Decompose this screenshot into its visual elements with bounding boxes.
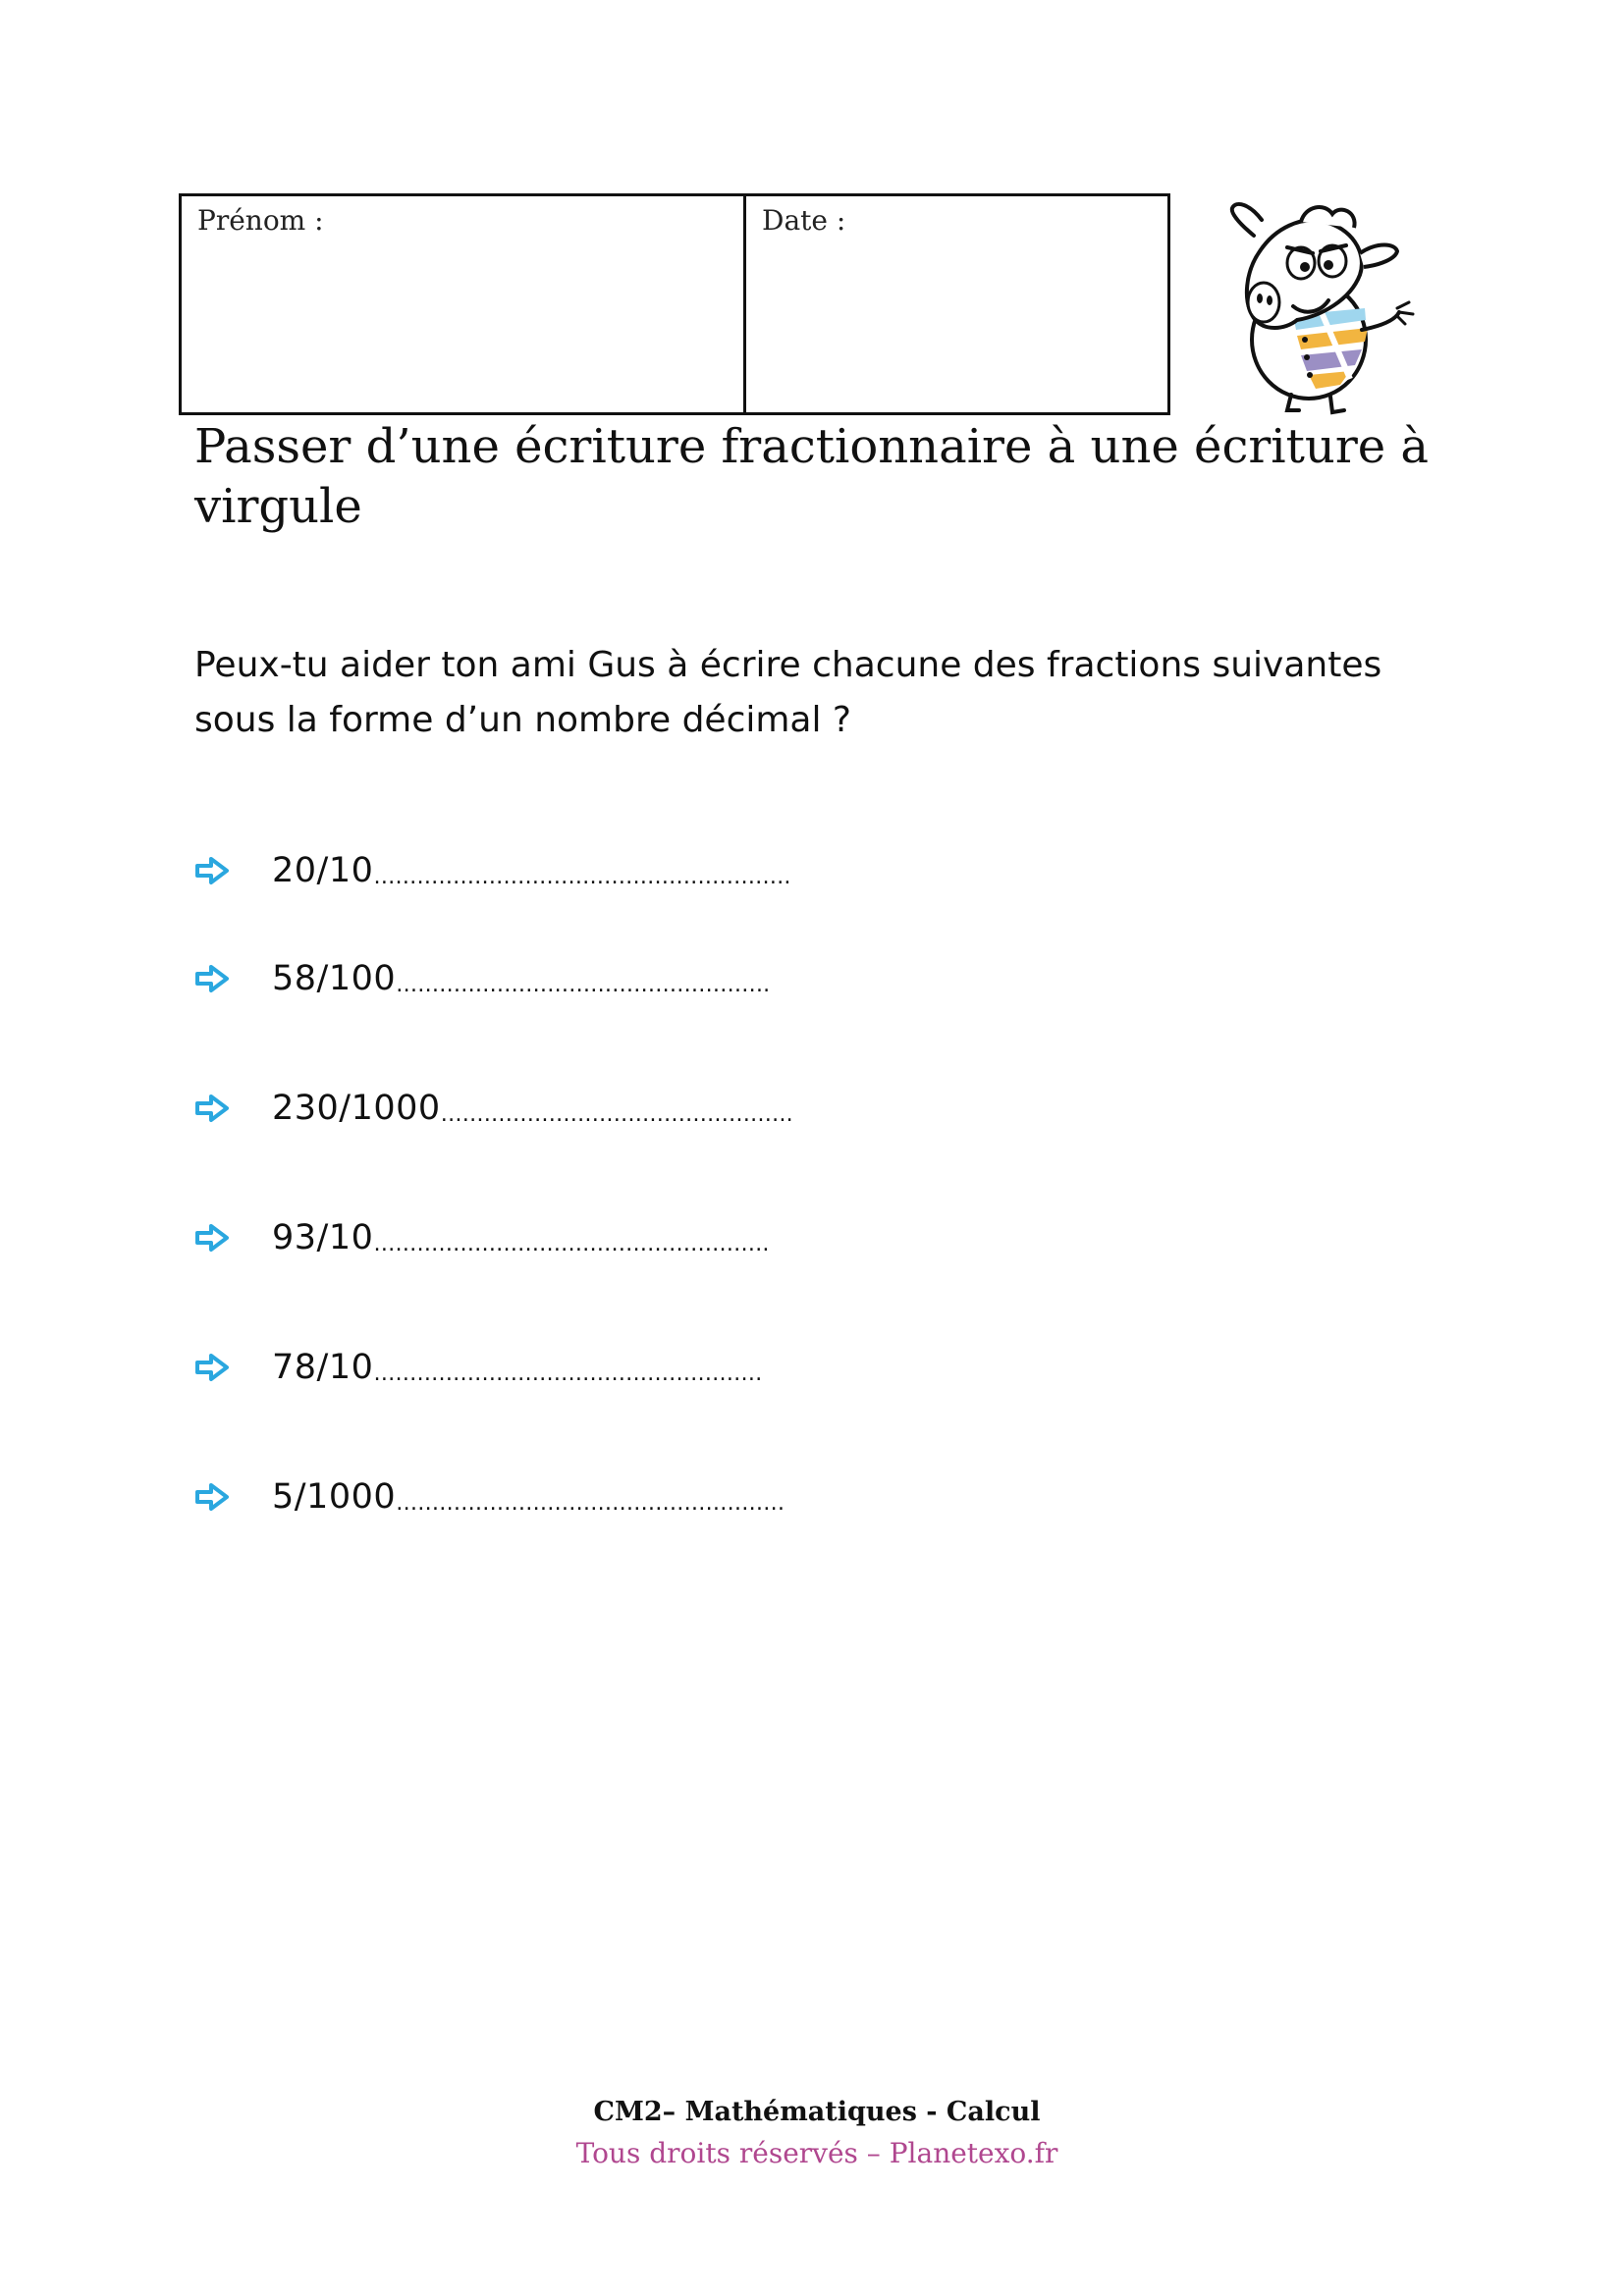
name-label: Prénom : bbox=[197, 204, 324, 237]
arrow-right-icon bbox=[194, 1353, 230, 1382]
arrow-right-icon bbox=[194, 1094, 230, 1123]
date-label: Date : bbox=[762, 204, 846, 237]
student-info-table bbox=[179, 193, 1170, 415]
footer-copyright: Tous droits réservés – Planetexo.fr bbox=[575, 2137, 1058, 2169]
page-title: Passer d’une écriture fractionnaire à une écriture à virgule bbox=[194, 419, 1430, 534]
exercise-item-3 bbox=[194, 1084, 793, 1133]
fraction-label: 58/100 bbox=[272, 959, 397, 998]
fraction-label: 230/1000 bbox=[272, 1089, 441, 1128]
answer-blank[interactable]: ………………………………………………. bbox=[373, 1231, 770, 1256]
answer-blank[interactable]: …………………………………………………. bbox=[373, 864, 791, 889]
footer-subject: CM2– Mathématiques - Calcul bbox=[593, 2097, 1041, 2127]
date-cell[interactable] bbox=[746, 196, 1167, 412]
answer-blank[interactable]: …………………………………………. bbox=[440, 1101, 793, 1127]
name-cell[interactable] bbox=[182, 196, 746, 412]
fraction-label: 20/10 bbox=[272, 851, 374, 890]
fraction-label: 5/1000 bbox=[272, 1477, 397, 1517]
answer-blank[interactable]: ……………………………………………… bbox=[396, 1490, 785, 1516]
exercise-item-6 bbox=[194, 1472, 785, 1522]
sheep-mascot-icon bbox=[1203, 192, 1419, 418]
arrow-right-icon bbox=[194, 856, 230, 885]
arrow-right-icon bbox=[194, 1223, 230, 1253]
exercise-instruction: Peux-tu aider ton ami Gus à écrire chacune des fractions suivantes sous la forme d’un nombre décimal ? bbox=[194, 645, 1382, 740]
fraction-label: 93/10 bbox=[272, 1218, 374, 1257]
answer-blank[interactable]: ……………………………………………… bbox=[373, 1361, 763, 1386]
answer-blank[interactable]: ……………………………………………. bbox=[396, 972, 771, 997]
exercise-item-1 bbox=[194, 846, 790, 895]
arrow-right-icon bbox=[194, 964, 230, 993]
arrow-right-icon bbox=[194, 1482, 230, 1512]
exercise-item-5 bbox=[194, 1343, 762, 1392]
fraction-label: 78/10 bbox=[272, 1348, 374, 1387]
exercise-item-2 bbox=[194, 954, 770, 1003]
exercise-item-4 bbox=[194, 1213, 769, 1262]
